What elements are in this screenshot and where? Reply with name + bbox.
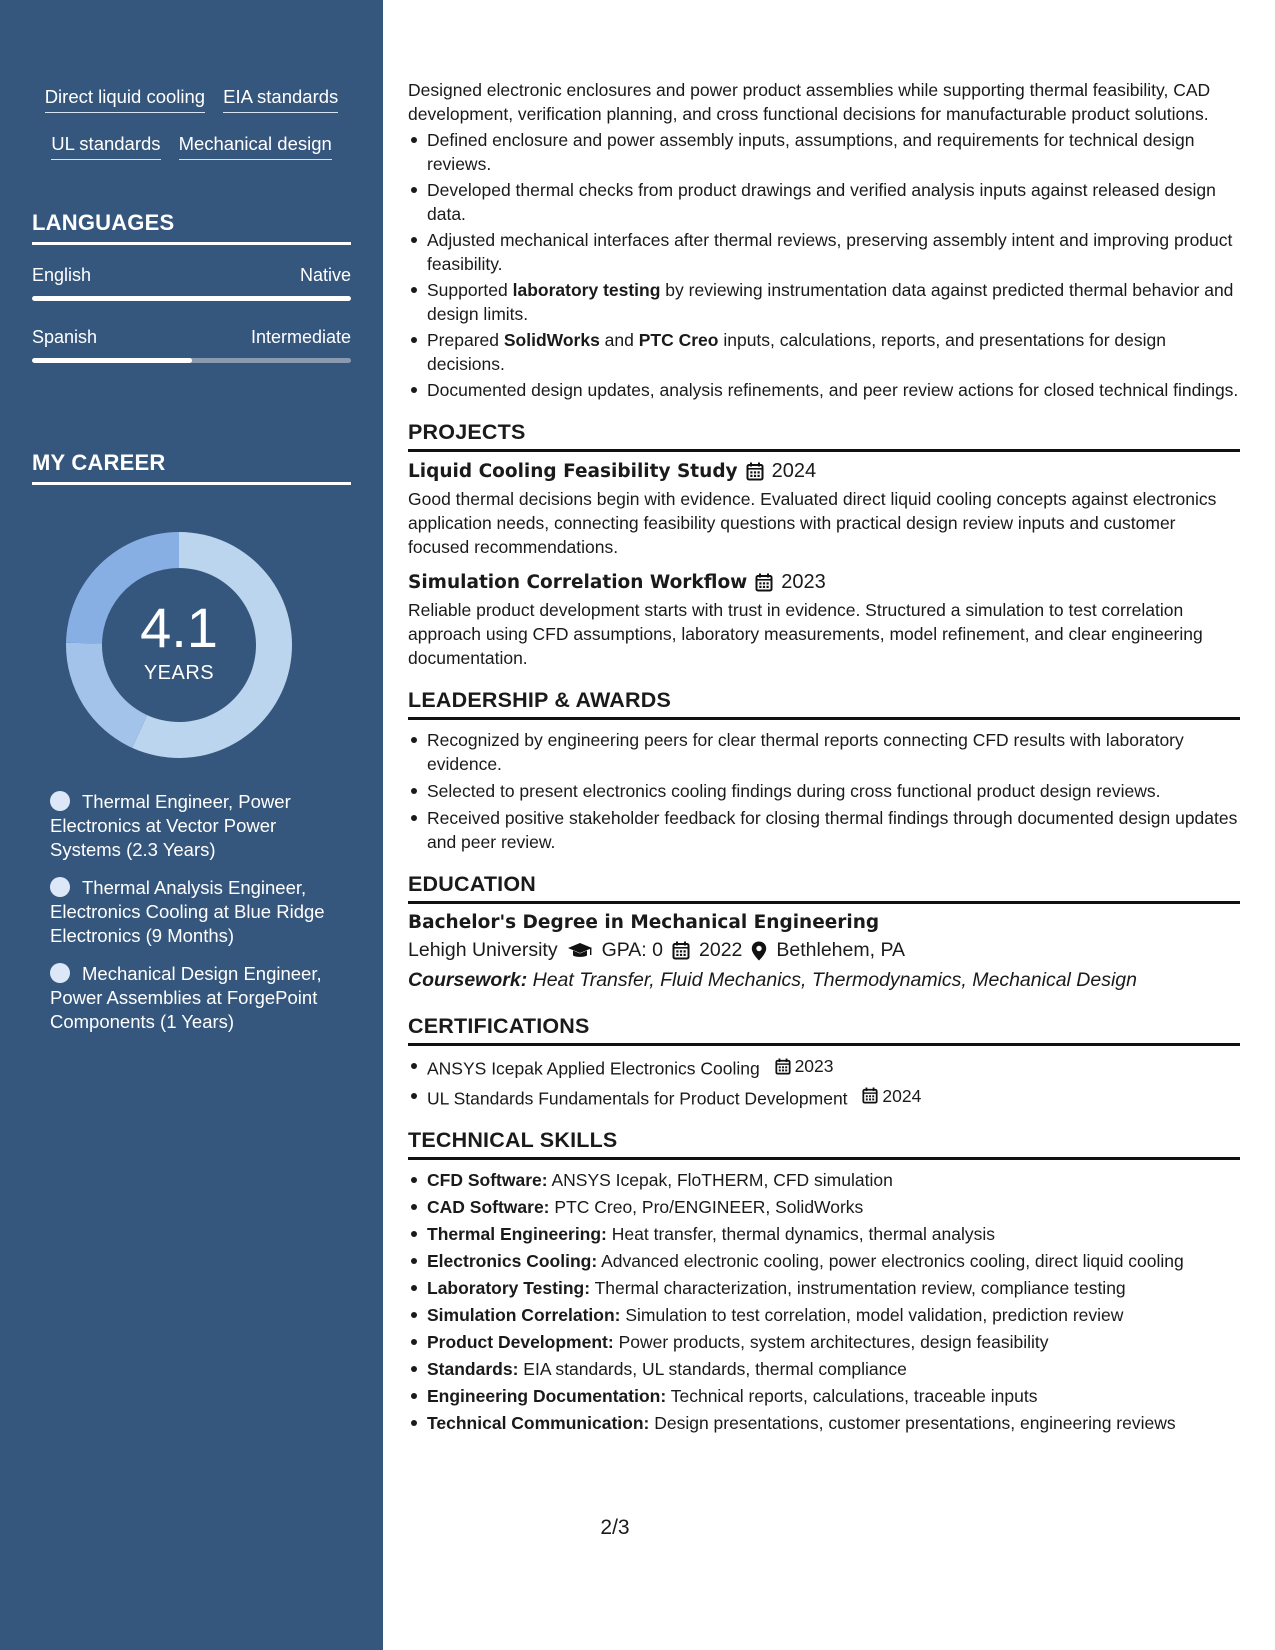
education-gpa: GPA: 0: [601, 939, 663, 961]
skill-tag: UL standards: [51, 133, 160, 160]
career-total-value: 4.1: [140, 595, 218, 659]
skill-value: ANSYS Icepak, FloTHERM, CFD simulation: [551, 1170, 893, 1190]
education-school: Lehigh University: [408, 939, 558, 961]
skill-value: Heat transfer, thermal dynamics, thermal analysis: [611, 1224, 995, 1244]
career-item: [50, 876, 340, 948]
skill-item: [408, 1384, 1240, 1408]
language-bar: [32, 358, 351, 363]
languages-section: [32, 210, 351, 363]
project-year: 2023: [781, 571, 826, 593]
experience-bullet: Prepared SolidWorks and PTC Creo inputs, calculations, reports, and presentations for design decisions.: [408, 328, 1240, 376]
language-level: Native: [299, 265, 351, 285]
career-title: MY CAREER: [32, 450, 351, 485]
leadership-bullet: Received positive stakeholder feedback for closing thermal findings through documented design updates and peer review.: [408, 806, 1240, 854]
skill-value: Thermal characterization, instrumentation review, compliance testing: [594, 1278, 1126, 1298]
leadership-bullets: [408, 728, 1240, 854]
career-item: [50, 790, 340, 862]
calendar-icon: [862, 1087, 878, 1104]
project-name: Simulation Correlation Workflow: [408, 572, 748, 593]
certifications-section: [408, 1014, 1240, 1110]
calendar-icon: [672, 941, 690, 960]
skill-label: Technical Communication:: [427, 1413, 650, 1433]
tag-row: [32, 86, 351, 113]
experience-bullet: Defined enclosure and power assembly inputs, assumptions, and requirements for technical design reviews.: [408, 128, 1240, 176]
languages-title: LANGUAGES: [32, 210, 351, 245]
skill-label: Standards:: [427, 1359, 519, 1379]
skill-item: [408, 1195, 1240, 1219]
projects-title: PROJECTS: [408, 420, 1240, 452]
education-location: Bethlehem, PA: [776, 939, 906, 961]
language-bar: [32, 296, 351, 301]
project-item: [408, 571, 1240, 670]
certification-year: 2023: [794, 1056, 834, 1076]
language-name: Spanish: [32, 327, 98, 347]
language-name: English: [32, 265, 92, 285]
project-description: Reliable product development starts with trust in evidence. Structured a simulation to test correlation approach using CFD assumptions, laboratory measurements, model refinement, and clear engineering documentation.: [408, 600, 1203, 668]
skills-section: [408, 1128, 1240, 1435]
education-degree: Bachelor's Degree in Mechanical Engineering: [408, 912, 880, 933]
calendar-icon: [755, 573, 773, 592]
experience-bullet: Supported laboratory testing by reviewing instrumentation data against predicted thermal behavior and design limits.: [408, 278, 1240, 326]
skills-list: [408, 1168, 1240, 1435]
skill-label: CAD Software:: [427, 1197, 550, 1217]
language-bar-fill: [32, 358, 192, 363]
career-item-label: Thermal Analysis Engineer, Electronics Cooling at Blue Ridge Electronics (9 Months): [50, 877, 325, 946]
career-dot-icon: [50, 963, 70, 983]
language-level: Intermediate: [250, 327, 351, 347]
experience-bullet: Documented design updates, analysis refinements, and peer review actions for closed technical findings.: [408, 378, 1240, 402]
education-meta: [408, 939, 1240, 962]
leadership-bullet: Recognized by engineering peers for clear thermal reports connecting CFD results with laboratory evidence.: [408, 728, 1240, 776]
language-item: [32, 265, 351, 301]
tag-row: [32, 133, 351, 160]
skill-value: EIA standards, UL standards, thermal compliance: [523, 1359, 907, 1379]
certifications-title: CERTIFICATIONS: [408, 1014, 1240, 1046]
certification-item: [408, 1084, 1240, 1111]
leadership-section: [408, 688, 1240, 854]
certifications-list: [408, 1054, 1240, 1110]
skill-item: [408, 1222, 1240, 1246]
education-coursework: [408, 969, 1240, 992]
skill-item: [408, 1303, 1240, 1327]
graduation-cap-icon: [567, 942, 593, 960]
skill-label: Simulation Correlation:: [427, 1305, 621, 1325]
skill-tags: [32, 86, 351, 180]
sidebar: [0, 0, 383, 1650]
calendar-icon: [775, 1058, 791, 1075]
career-list: [50, 790, 340, 1048]
skill-value: Power products, system architectures, design feasibility: [618, 1332, 1049, 1352]
skill-item: [408, 1249, 1240, 1273]
certification-year: 2024: [882, 1085, 922, 1106]
experience-intro: Designed electronic enclosures and power product assemblies while supporting thermal feasibility, CAD development, verification planning, and cross functional decisions for manufacturable product solutions.: [408, 80, 1211, 124]
main-content: [408, 78, 1240, 1435]
skill-item: [408, 1276, 1240, 1300]
career-total: [64, 530, 294, 760]
skill-tag: EIA standards: [223, 86, 338, 113]
skills-title: TECHNICAL SKILLS: [408, 1128, 1240, 1160]
education-title: EDUCATION: [408, 872, 1240, 904]
experience-section: [408, 78, 1240, 402]
skill-label: Product Development:: [427, 1332, 614, 1352]
career-item: [50, 962, 340, 1034]
project-description: Good thermal decisions begin with evidence. Evaluated direct liquid cooling concepts against electronics application needs, connecting feasibility questions with practical design review inputs and customer focused recommendations.: [408, 489, 1217, 557]
language-item: [32, 327, 351, 363]
coursework-list: Heat Transfer, Fluid Mechanics, Thermodynamics, Mechanical Design: [532, 969, 1138, 991]
skill-label: Laboratory Testing:: [427, 1278, 591, 1298]
page-number: 2/3: [600, 1516, 630, 1539]
project-item: [408, 460, 1240, 559]
education-year: 2022: [699, 939, 743, 961]
experience-bullets: [408, 128, 1240, 402]
language-bar-fill: [32, 296, 351, 301]
certification-name: UL Standards Fundamentals for Product Development: [427, 1088, 848, 1108]
skill-value: Technical reports, calculations, traceable inputs: [670, 1386, 1038, 1406]
skill-label: Electronics Cooling:: [427, 1251, 598, 1271]
map-pin-icon: [751, 941, 767, 961]
leadership-bullet: Selected to present electronics cooling findings during cross functional product design reviews.: [408, 779, 1240, 803]
calendar-icon: [746, 462, 764, 481]
career-dot-icon: [50, 791, 70, 811]
experience-bullet: Developed thermal checks from product drawings and verified analysis inputs against released design data.: [408, 178, 1240, 226]
projects-section: [408, 420, 1240, 670]
skill-tag: Direct liquid cooling: [45, 86, 205, 113]
skill-label: CFD Software:: [427, 1170, 548, 1190]
education-section: [408, 872, 1240, 992]
project-year: 2024: [771, 460, 817, 482]
project-name: Liquid Cooling Feasibility Study: [408, 461, 738, 482]
leadership-title: LEADERSHIP & AWARDS: [408, 688, 1240, 720]
skill-item: [408, 1411, 1240, 1435]
career-item-label: Thermal Engineer, Power Electronics at Vector Power Systems (2.3 Years): [50, 791, 291, 860]
career-section: [32, 450, 351, 485]
skill-item: [408, 1357, 1240, 1381]
certification-name: ANSYS Icepak Applied Electronics Cooling: [427, 1058, 760, 1079]
skill-value: Simulation to test correlation, model validation, prediction review: [625, 1305, 1124, 1325]
skill-item: [408, 1168, 1240, 1192]
skill-item: [408, 1330, 1240, 1354]
coursework-label: Coursework:: [408, 969, 528, 991]
skill-value: PTC Creo, Pro/ENGINEER, SolidWorks: [554, 1197, 864, 1217]
experience-bullet: Adjusted mechanical interfaces after thermal reviews, preserving assembly intent and improving product feasibility.: [408, 228, 1240, 276]
career-item-label: Mechanical Design Engineer, Power Assemblies at ForgePoint Components (1 Years): [50, 963, 322, 1032]
skill-tag: Mechanical design: [179, 133, 332, 160]
skill-label: Engineering Documentation:: [427, 1386, 667, 1406]
certification-item: [408, 1054, 1240, 1081]
skill-value: Advanced electronic cooling, power electronics cooling, direct liquid cooling: [601, 1251, 1184, 1271]
career-total-unit: YEARS: [143, 661, 215, 684]
skill-label: Thermal Engineering:: [427, 1224, 607, 1244]
career-donut: [64, 530, 294, 760]
career-dot-icon: [50, 877, 70, 897]
skill-value: Design presentations, customer presentations, engineering reviews: [654, 1413, 1176, 1433]
